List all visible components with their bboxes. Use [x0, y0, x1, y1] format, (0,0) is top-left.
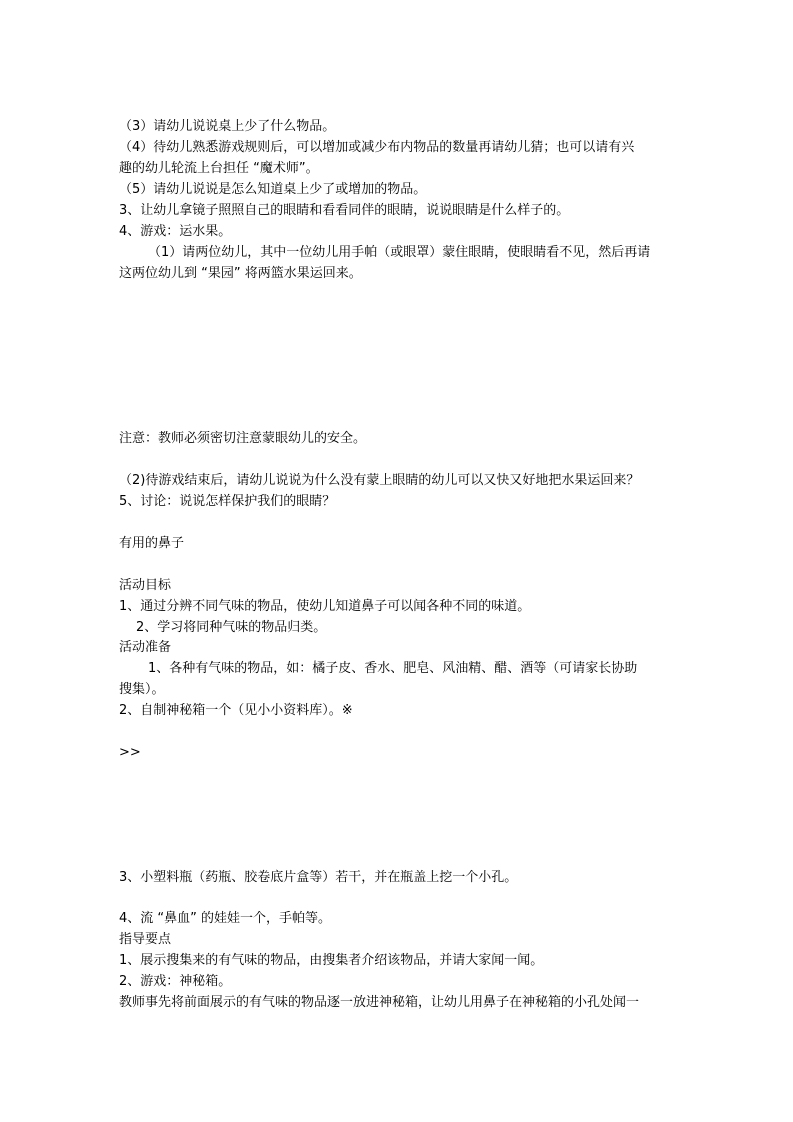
- text-line: 3、让幼儿拿镜子照照自己的眼睛和看看同伴的眼睛，说说眼睛是什么样子的。: [119, 203, 570, 218]
- section-title: 有用的鼻子: [119, 536, 185, 551]
- text-line: 注意：教师必须密切注意蒙眼幼儿的安全。: [119, 431, 367, 446]
- text-line: 2、学习将同种气味的物品归类。: [136, 620, 327, 635]
- text-line: 4、游戏：运水果。: [119, 224, 232, 239]
- text-line: >>: [119, 745, 141, 760]
- text-line: 2、游戏：神秘箱。: [119, 974, 232, 989]
- text-line: 2、自制神秘箱一个（见小小资料库）。※: [119, 703, 353, 718]
- text-line: （5）请幼儿说说是怎么知道桌上少了或增加的物品。: [119, 182, 427, 197]
- text-line: （4）待幼儿熟悉游戏规则后，可以增加或减少布内物品的数量再请幼儿猜；也可以请有兴: [119, 140, 635, 155]
- text-line: 1、展示搜集来的有气味的物品，由搜集者介绍该物品，并请大家闻一闻。: [119, 953, 544, 968]
- section-heading: 活动目标: [119, 578, 172, 593]
- section-heading: 活动准备: [119, 640, 172, 655]
- text-line: （1）请两位幼儿，其中一位幼儿用手帕（或眼罩）蒙住眼睛，使眼睛看不见，然后再请: [148, 245, 651, 260]
- text-line: 3、小塑料瓶（药瓶、胶卷底片盒等）若干，并在瓶盖上挖一个小孔。: [119, 870, 518, 885]
- text-line: 1、通过分辨不同气味的物品，使幼儿知道鼻子可以闻各种不同的味道。: [119, 599, 531, 614]
- text-line: （3）请幼儿说说桌上少了什么物品。: [119, 119, 336, 134]
- text-line: 1、各种有气味的物品，如：橘子皮、香水、肥皂、风油精、醋、酒等（可请家长协助: [148, 661, 638, 676]
- text-line: 4、流 “鼻血” 的娃娃一个，手帕等。: [119, 911, 332, 926]
- text-line: 这两位幼儿到 “果园” 将两篮水果运回来。: [119, 266, 362, 281]
- text-line: （2)待游戏结束后，请幼儿说说为什么没有蒙上眼睛的幼儿可以又快又好地把水果运回来？: [119, 473, 640, 488]
- text-line: 5、讨论：说说怎样保护我们的眼睛？: [119, 494, 336, 509]
- section-heading: 指导要点: [119, 932, 172, 947]
- text-line: 教师事先将前面展示的有气味的物品逐一放进神秘箱，让幼儿用鼻子在神秘箱的小孔处闻一: [119, 995, 640, 1010]
- text-line: 搜集）。: [119, 682, 165, 697]
- text-line: 趣的幼儿轮流上台担任 “魔术师”。: [119, 161, 319, 176]
